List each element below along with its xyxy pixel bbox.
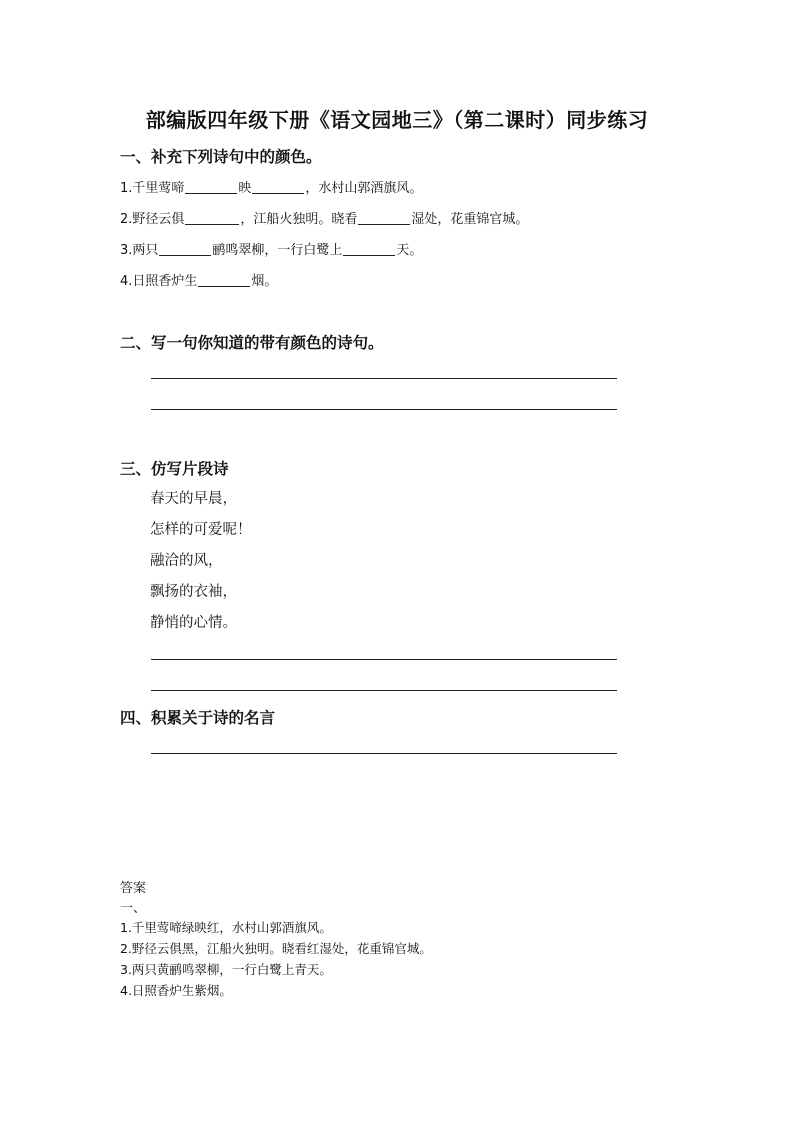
fill-blank[interactable] (185, 192, 237, 194)
fill-item-text: 1.千里莺啼 (120, 181, 185, 196)
answer-item: 1.千里莺啼绿映红，水村山郭酒旗风。 (120, 920, 332, 935)
section2-heading: 二、写一句你知道的带有颜色的诗句。 (120, 334, 384, 352)
answer-line[interactable] (151, 378, 617, 379)
answer-line[interactable] (151, 659, 617, 660)
fill-blank[interactable] (159, 254, 211, 256)
poem-line: 静悄的心情。 (150, 615, 237, 631)
fill-item-4 (120, 270, 277, 289)
fill-item-2 (120, 208, 528, 227)
answer-item: 4.日照香炉生紫烟。 (120, 983, 232, 998)
fill-blank[interactable] (198, 285, 250, 287)
fill-blank[interactable] (252, 192, 304, 194)
fill-item-text: 鹂鸣翠柳，一行白鹭上 (212, 243, 343, 258)
poem-line: 春天的早晨， (150, 491, 237, 507)
page-title: 部编版四年级下册《语文园地三》（第二课时）同步练习 (145, 108, 649, 132)
fill-item-text: 烟。 (251, 274, 278, 289)
fill-item-text: 4.日照香炉生 (120, 274, 198, 289)
fill-item-text: ，江船火独明。晓看 (240, 212, 358, 227)
fill-item-text: 湿处，花重锦官城。 (411, 212, 529, 227)
section4-heading: 四、积累关于诗的名言 (120, 709, 276, 727)
fill-blank[interactable] (343, 254, 395, 256)
fill-item-1 (120, 177, 422, 196)
answers-section-label: 一、 (120, 901, 147, 916)
fill-blank[interactable] (185, 223, 239, 225)
section1-heading: 一、补充下列诗句中的颜色。 (120, 148, 322, 166)
fill-item-text: 天。 (396, 243, 423, 258)
answer-line[interactable] (151, 753, 617, 754)
answer-line[interactable] (151, 409, 617, 410)
answer-item: 3.两只黄鹂鸣翠柳，一行白鹭上青天。 (120, 962, 332, 977)
answers-label: 答案 (120, 881, 147, 896)
answer-line[interactable] (151, 690, 617, 691)
answer-item: 2.野径云俱黑，江船火独明。晓看红湿处，花重锦官城。 (120, 941, 432, 956)
section3-heading: 三、仿写片段诗 (120, 460, 229, 478)
poem-line: 怎样的可爱呢！ (150, 522, 252, 538)
fill-item-text: ，水村山郭酒旗风。 (305, 181, 423, 196)
fill-item-text: 映 (238, 181, 252, 196)
poem-line: 融洽的风， (150, 553, 223, 569)
poem-line: 飘扬的衣袖， (150, 584, 237, 600)
fill-blank[interactable] (358, 223, 410, 225)
fill-item-text: 3.两只 (120, 243, 159, 258)
fill-item-text: 2.野径云俱 (120, 212, 185, 227)
fill-item-3 (120, 239, 422, 258)
